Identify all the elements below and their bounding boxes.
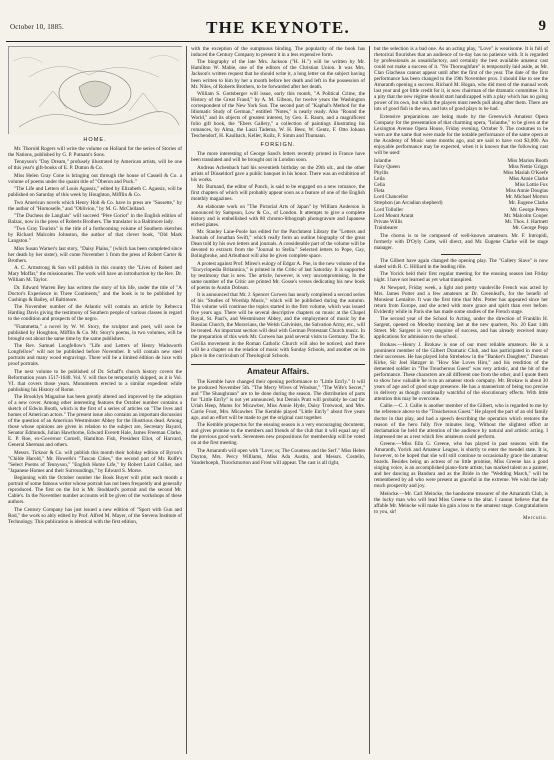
paragraph: The Brooklyn Magazine has been greatly altered and improved by the adoption of a new cover. Among other interesting features the October number contains a sketch of Edwin Booth, which is the first of a series of articles on "The lives and homes of American actors." The present issue also contains an important discussion of the question of an American Westminster Abbey for the illustrious dead. Among those whose opinions are given in relation to the subject are, Secretary Bayard, Senator Edmunds, Julian Hawthorne, Edward Everett Hale, James Freeman Clarke, E. P. Roe, ex-Governor Cornell, Hamilton Fish, President Eliot, of Harvard, General Sherman and others. <box>8 393 182 449</box>
paragraph: Tennyson's "Day Dream," profusely illustrated by American artists, will be one of this year's gift-books of E. P. Dutton & Co. <box>8 159 182 172</box>
paragraph: with the exception of the sumptuous binding. The popularity of the book has induced the Century Company to present it in a less expensive form. <box>191 46 365 59</box>
cast-actor: Miss Mariah O'Keefe <box>503 170 548 177</box>
column-2 <box>191 46 365 754</box>
cast-role: Fleta <box>374 188 385 195</box>
column-rule <box>186 46 187 754</box>
column-1 <box>8 46 182 754</box>
cast-actor: Miss Lottie Fox <box>514 182 548 189</box>
cast-role: Iolanthe <box>374 158 391 165</box>
cast-role: Private Willis <box>374 218 403 225</box>
paragraph: Beginning with the October number the Book Buyer will print each month a portrait of some famous writer whose portrait has not been frequently and generally reproduced. The first on the list is Mr. Stoddard's portrait and the second Mr. Cable's. In the November number accounts will be given of the workshops of these authors. <box>8 475 182 506</box>
section-heading-amateur-affairs: Amateur Affairs. <box>191 364 365 375</box>
paragraph: The Amaranth will open with "Love; or, The Countess and the Serf." Miss Helen Dayton, Mrs. Percy Williams, Miss Ada Austin, and Messrs. Costello, Vanderhoeph, Throckmorton and Frost will appear. The cast is all right, <box>191 447 365 466</box>
cast-role: Leila <box>374 176 385 183</box>
cast-actor: Mr. Thos. J. Hartnett <box>504 218 548 225</box>
paragraph: Mr. Burnand, the editor of Punch, is said to be engaged on a new romance, the first chapters of which will probably appear soon as a feature of one of the English monthly magazines. <box>191 184 365 203</box>
paragraph: Greene.—Miss Ella G. Greene, who has played in past seasons with the Amaranth, Yorick and Amateur League, is shortly to enter the mendel state. It is, however, to be hoped that she will still continue to occasionally grace the amateur boards. Besides being an actress of no little promise, Miss Greene has a good singing voice, is an accomplished piano-forte artiste, has marked talent as a painter, and her dancing as Bandura and as the Bride in the "Wedding March," will be remembered by all who were present as graceful in the extreme. We wish the lady much prosperity and joy. <box>374 440 548 490</box>
paragraph: A protest against Prof. Mireo's eulogy of Edgar A. Poe, in the new volume of the "Encyclopedia Britannica," is printed in the Critic of last Saturday. It is supported by testimony that is new. The article, however, is very uncompromising. In the same number of the Critic are printed Mr. Gosse's verses dedicating his new book of poems to Austin Dobson. <box>191 260 365 291</box>
cast-role: Phyllis <box>374 170 389 177</box>
paragraph: William S. Gottsberger will issue, early this month, "A Political Crime, the History of the Great Fraud," by A. M. Gibson, for twelve years the Washington correspondent of the New York Sun. The second part of "Kaphal's Method for the Idiomatic Study of German," entitled "Notes," is nearly ready. Also "Round the World," and its objects of greatest interest, by Geo. E. Raum, and a magnificent folio gift book, the "Ebers Gallery," a collection of paintings illustrating his romances, by Alma, the Laszi Tadema, W. H. Beez, W. Gentz, F. Otto Johann Teschendorf, H. Kaulbach, Keller, Kuilz, F. Simm and Thumann. <box>191 90 365 140</box>
masthead-title: THE KEYNOTE. <box>206 18 350 37</box>
cast-actor: Miss Marion Booth <box>507 158 548 165</box>
paragraph: It is announced that Mr. J. Spencer Curwen has nearly completed a second series of his "Studies of Worship Music," which will be published during the autumn. This volume will continue the topics started in the first volume, which was issued five years ago. There will be several descriptive chapters on music at the Chapel Royal, St. Paul's, and Westminster Abbey, and the employment of music by the Russian Church, the Moravians, the Welsh Calvinists, the Salvation Army, etc., will be treated. An important section will deal with German Protestant Church music. In the preparation of this work Mr. Curwen has paid several visits to Germany. The St. Cecilia movement in the Roman Catholic Church will also be noticed, and there will be a chapter on the relation of music with Sunday Schools, and another on its place in the curriculum of Theological Schools. <box>191 292 365 359</box>
cast-role: Strephon (an Arcadian shepherd) <box>374 200 443 207</box>
page-number: 9 <box>538 18 546 34</box>
paragraph: but the selection is a bad one. As an acting play, "Love" is wearisome. It is full of rhetorical flourishes that an audience of to-day has no patience with. It is regarded by professionals as unsatisfactory, and certainly the best available amateur cast could not make a success of it. "No Thoroughfare" is temporarily laid aside, as Mr. Clan Glacheau cannot appear until after the first of the year. The date of the first performance has been changed to the 19th November prox. I should like to see the Amaranth opening a success. Richard M. Hogan, who did most of the manual work last year and got little credit for it, is now chairman of the dramatic committee. It is a pity that the new régime should start handicapped with a play which has no going power of its own, but which the players must needs pull along after them. There are lots of good fish in the sea, and lots of good plays to be had. <box>374 46 548 113</box>
paragraph: The Rev. Samuel Longfellow's "Life and Letters of Henry Wadsworth Longfellow" will not be published before November. It will contain new steel portraits and many wood engravings. There will be a limited édition de luxe with proof portraits. <box>8 343 182 368</box>
paragraph: "Fiammetta," a novel by W. W. Story, the sculptor and poet, will soon be published by Houghton, Mifflin & Co. Mr. Story's poems, in two volumes, will be brought out about the same time by the same publishers. <box>8 323 182 342</box>
paragraph: The chorus is to be composed of well-known amateurs. Mr. F. Intropidi, formerly with D'Oyly Carte, will direct, and Mr. Eugene Clarke will be stage manager. <box>374 232 548 251</box>
paragraph: Messrs. Ticknor & Co. will publish this month their holiday edition of Byron's "Childe Harold," Mr. Howells's "Tuscan Cities," the second part of Mr. Rolfe's "Select Poems of Tennyson," "English Home Life," by Robert Laird Collier, and "Japanese Homes and their Surroundings," by Edward S. Morse. <box>8 449 182 474</box>
paragraph: Miss Helen Gray Cone is bringing out through the house of Cassell & Co. a volume of poems under the quaint title of "Oberon and Puck." <box>8 172 182 185</box>
section-heading-home: HOME. <box>83 137 107 143</box>
paragraph: The biography of the late Mrs. Jackson ("H. H.") will be written by Mr. Hamilton W. Mabie, one of the editors of the Christian Union. It was Mrs. Jackson's written request that he should write it, a long letter on the subject having been written to him by her a month before her death and left in the possession of Mr. Niles, of Roberts Brothers, to be forwarded after her death. <box>191 59 365 90</box>
paragraph: Two American novels which Henry Holt & Co. have in press are "Sussette," by the author of "Homoselle," and "Oblivion," by M. G. McClelland. <box>8 199 182 212</box>
page-header <box>6 20 550 42</box>
cast-list <box>374 158 548 231</box>
paragraph: Mr. Thorold Rogers will write the volume on Holland for the series of Stories of the Nations, published by G. P. Putnam's Sons. <box>8 146 182 159</box>
newspaper-page <box>6 6 550 756</box>
cast-role: Celia <box>374 182 385 189</box>
cast-role: Lord Chancellor <box>374 194 409 201</box>
paragraph: The November number of the Atlantic will contain an article by Rebecca Harding Davis giving the testimony of Southern people of various classes in regard to the condition and prospects of the negro. <box>8 304 182 323</box>
paragraph: The more interesting of George Sand's letters recently printed in France have been translated and will be brought out in London soon. <box>191 151 365 164</box>
cast-actor: Miss Annie Clarke <box>509 176 548 183</box>
author-signature: Mercutio. <box>523 516 548 522</box>
paragraph: The Kemble have changed their opening performance to "Little Em'ly." It will be produced November 5th. "The Merry Wives of Windsor," "The Wife's Secret," and "The Shaughraun" are to be done during the season. The distribution of parts for "Little Em'ly" is not yet announced, but Dennis Pratt will probably be cast for Uriah Heep, Mums for Micawber, Miss Annie Hyde, Daisy Trotwood, and Mrs. Carrie Frost, Mrs. Micawber. The Kemble played "Little Em'ly" about five years ago, and an effort will be made to get the original cast together. <box>191 378 365 421</box>
paragraph: "Two Gray Tourists" is the title of a forthcoming volume of Southern sketches by Richard Malcolm Johnston, the author of that clever book, "Old Mark Langston." <box>8 226 182 245</box>
home-illustration <box>8 46 182 134</box>
paragraph: The next volume to be published of Dr. Schaff's church history covers the Reformation years 1517-1648. Vol. V. will thus be temporarily skipped, as it is Vol. VI. that covers those years. Monuments erected to a similar expedient while publishing his History of Rome. <box>8 368 182 393</box>
cast-actor: Mr. Michael Morton <box>505 194 548 201</box>
paragraph: Dr. Edward Warren Bey has written the story of his life, under the title of "A Doctor's Experience in Three Continents," and the book is to be published by Cushings & Bailey, of Baltimore. <box>8 284 182 303</box>
paragraph: Brokaw.—Henry J. Brokaw is one of our most reliable amateurs. He is a prominent member of the Gilbert Dramatic Club, and has participated in most of their successes. He has played John Strebelow in the "Banker's Daughter," Dunstan Kirke, Sir Joel Hatzger in "How She Loves Him," and his rendition of the demented soldier in "The Treacherous Guest" was very artistic, and the hit of the performance. These characters are all different one from the other, and I quote them to show how valuable he is to an amateur stock company. Mr. Brokaw is about 30 years of age and of good stage presence. He has a mannerism of being too precise in delivery as though continually watchful of the elocutionary effects. With little attention this may be overcome. <box>374 341 548 403</box>
paragraph: The Century Company has just issued a new edition of "Sport with Gun and Rod," the work so ably edited by Prof. Alfred M. Mayer, of the Stevens Institute of Technology. This publication is identical with the first edition, <box>8 506 182 525</box>
paragraph: A. C. Armstrong & Son will publish in this country the "Lives of Robert and Mary Moffat," the missionaries. The work will have an introduction by the Rev. Dr. William M. Taylor. <box>8 265 182 284</box>
paragraph: The Yorick held their first regular meeting for the ensuing season last Friday night. I have not learned as yet what transpired. <box>374 271 548 284</box>
paragraph: An elaborate work on "The Pictorial Arts of Japan" by William Anderson is announced by Sampson, Low & Co., of London. It attempts to give a complete history and is embellished with 80 chromo-lithograph photogravure and Japanese etched plates. <box>191 203 365 228</box>
cast-role: Fairy Queen <box>374 164 400 171</box>
cast-role: Trainbearer <box>374 224 399 231</box>
cast-role: Lord Tolloller <box>374 206 404 213</box>
paragraph: Extensive preparations are being made by the Greenwich Amateur Opera Company for the presentation of that charming opera, "Iolanthe," to be given at the Lexington Avenue Opera House, Friday evening, October 9. The costumes to be worn are the same that were made for the notable performance of the same opera at the Academy of Music some months ago, and are said to have cost $3,000. An enjoyable performance may be expected, when it is known that the following cast will be used: <box>374 113 548 157</box>
issue-date: October 10, 1885. <box>10 23 64 31</box>
divider <box>441 254 481 255</box>
cast-actor: Miss Annie Douglas <box>505 188 548 195</box>
paragraph: Callie.—C. J. Callie is another member of the Gilbert, who is regarded to me by the reference above to the "Treacherous Guest." He played the part of an old family doctor in that play, and had a speech describing the operation which restores the reason of the hero fully five minutes long. Without the slightest effort at declamation he held the attention of the audience by natural and artistic acting. I impressed me as a test which few amateurs could perform. <box>374 403 548 440</box>
cast-actor: Mr. George Pepp <box>512 224 548 231</box>
cast-role: Lord Mount Ararat <box>374 212 414 219</box>
paragraph: "The Duchess de Langlais" will succeed "Père Goriot" in the English edition of Balzac, now in the press of Roberts Brothers. The translator is a Baltimore lady. <box>8 213 182 226</box>
column-rule <box>369 46 370 754</box>
illustration-drawing <box>9 47 182 135</box>
paragraph: Miss Susan Warner's last story, "Daisy Plains," (which has been completed since her death by her sister), will come November 1 from the press of Robert Carter & Brothers. <box>8 245 182 264</box>
cast-actor: Miss Nettie Griggs <box>508 164 548 171</box>
paragraph: Mr. Stanley Lane-Poole has edited for the Parchment Library the "Letters and Journals of Jonathan Swift," which really form an outline biography of the great Dean told by his own letters and journals. A considerable part of the volume will be devoted to extracts from the "Journal to Stella." Selected letters to Pope, Gay, Bolingbroke, and Arbuthnot will also be given complete space. <box>191 229 365 260</box>
cast-actor: Mr. George Peters <box>510 206 548 213</box>
paragraph: The Kemble prospectus for the ensuing season is a very encouraging document, and gives promise to the members and friends of the club that it will equal any of the previous good work. Seventeen new propositions for membership will be voted on at the first meeting. <box>191 422 365 447</box>
cast-actor: Mr. Eugene Clarke <box>508 200 548 207</box>
paragraph: The second year of the School fo Acting, under the direction of Franklin H. Sargent, opened on Monday morning last at the new quarters, No. 20 East 14th Street. Mr. Sargent is very sanguine of success, and has already received many applications for admission to the school. <box>374 316 548 341</box>
section-heading-foreign: FOREIGN. <box>260 142 296 149</box>
cast-actor: Mr. Malcolm Cooper <box>504 212 548 219</box>
cast-row <box>374 225 548 231</box>
paragraph: At Newport, Friday week, a light and pretty vaudeville French was acted by Mrs. James Potter and a few amateurs at Dr. Greenleaf's, for the benefit of Monsieur Lemaître. It was the first time that Mrs. Potter has appeared since her return from Europe, and she acted with more grace and spirit than ever before. Evidently while in Paris she has made some studies of the French stage. <box>374 284 548 315</box>
paragraph: The Gilbert have again changed the opening play. The "Gallery Slave" is now slated with R. C. Hilliard in the leading rôle. <box>374 257 548 270</box>
paragraph: "The Life and Letters of Louis Agassiz," edited by Elizabeth C. Agassiz, will be published on Saturday of this week by Houghton, Mifflin & Co. <box>8 186 182 199</box>
paragraph: Andreas Achenbach had his seventieth birthday on the 29th ult., and the other artists of Düsseldorf gave a public banquet in his honor. There was an exhibition of his works. <box>191 164 365 183</box>
column-3 <box>374 46 548 754</box>
paragraph: Meincke.—Mr. Carl Meincke, the handsome treasurer of the Amaranth Club, is the lucky man who will lead Miss Greene to the altar. I cannot believe that the affable Mr. Meincke will make his gain a loss to the amateur stage. Congratulations to you, sir! <box>374 490 548 515</box>
